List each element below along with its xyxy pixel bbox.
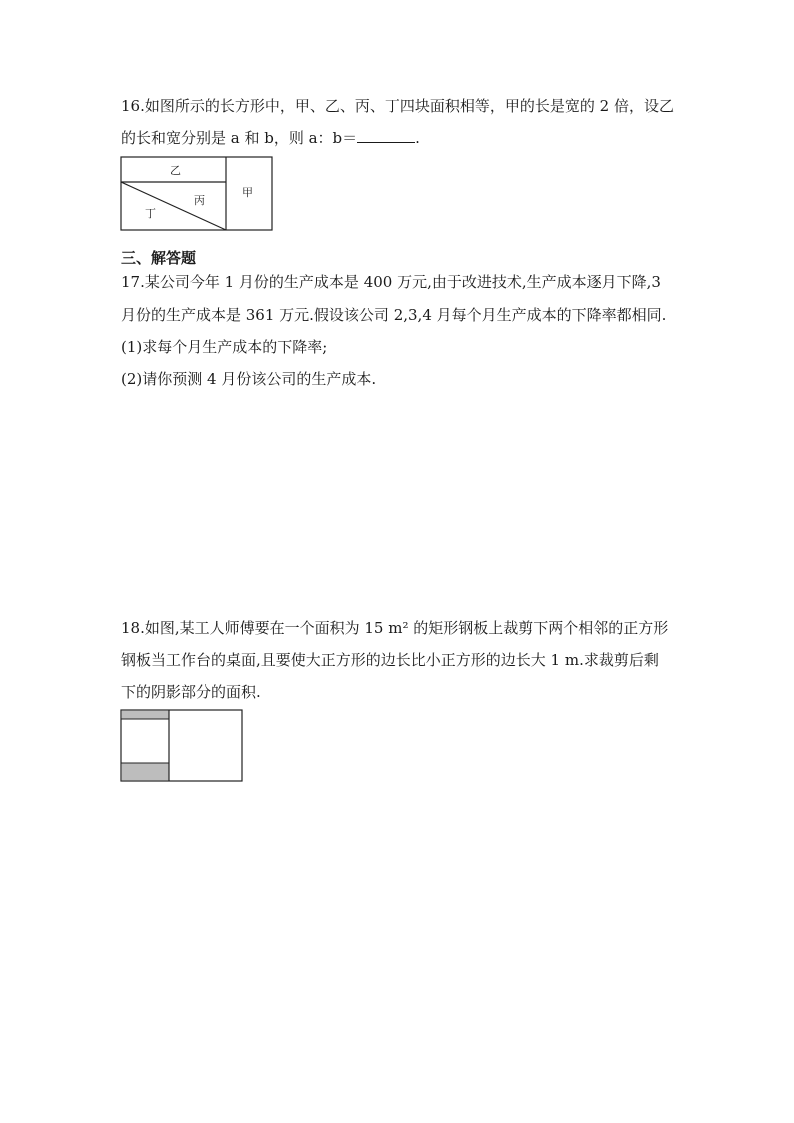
q17-line-2: 月份的生产成本是 361 万元.假设该公司 2,3,4 月每个月生产成本的下降率都相同.: [121, 306, 667, 324]
q18-line-1: 18.如图,某工人师傅要在一个面积为 15 m² 的矩形钢板上裁剪下两个相邻的正方形: [121, 619, 669, 637]
q16-rectangle-figure: [120, 156, 274, 232]
q18-line-3: 下的阴影部分的面积.: [121, 683, 261, 701]
q16-line-2-end: .: [415, 129, 420, 147]
q16-line-2: [121, 128, 420, 148]
q17-line-1: 17.某公司今年 1 月份的生产成本是 400 万元,由于改进技术,生产成本逐月下降,3: [121, 273, 661, 291]
label-bing: 丙: [194, 194, 205, 207]
answer-blank: [357, 128, 415, 143]
q17-part-2: (2)请你预测 4 月份该公司的生产成本.: [121, 370, 377, 388]
section-heading: 三、解答题: [121, 249, 197, 267]
label-ding: 丁: [145, 207, 156, 220]
label-yi: 乙: [170, 164, 181, 177]
label-jia: 甲: [242, 186, 253, 199]
q18-steel-plate-figure: [120, 709, 244, 783]
q17-part-1: (1)求每个月生产成本的下降率;: [121, 338, 328, 356]
q16-line-1: 16.如图所示的长方形中，甲、乙、丙、丁四块面积相等，甲的长是宽的 2 倍，设乙: [121, 97, 674, 115]
shaded-area-top: [121, 710, 169, 719]
q16-line-2-text: 的长和宽分别是 a 和 b，则 a：b＝: [121, 129, 358, 147]
shaded-area-bottom: [121, 763, 169, 781]
q18-line-2: 钢板当工作台的桌面,且要使大正方形的边长比小正方形的边长大 1 m.求裁剪后剩: [121, 651, 659, 669]
